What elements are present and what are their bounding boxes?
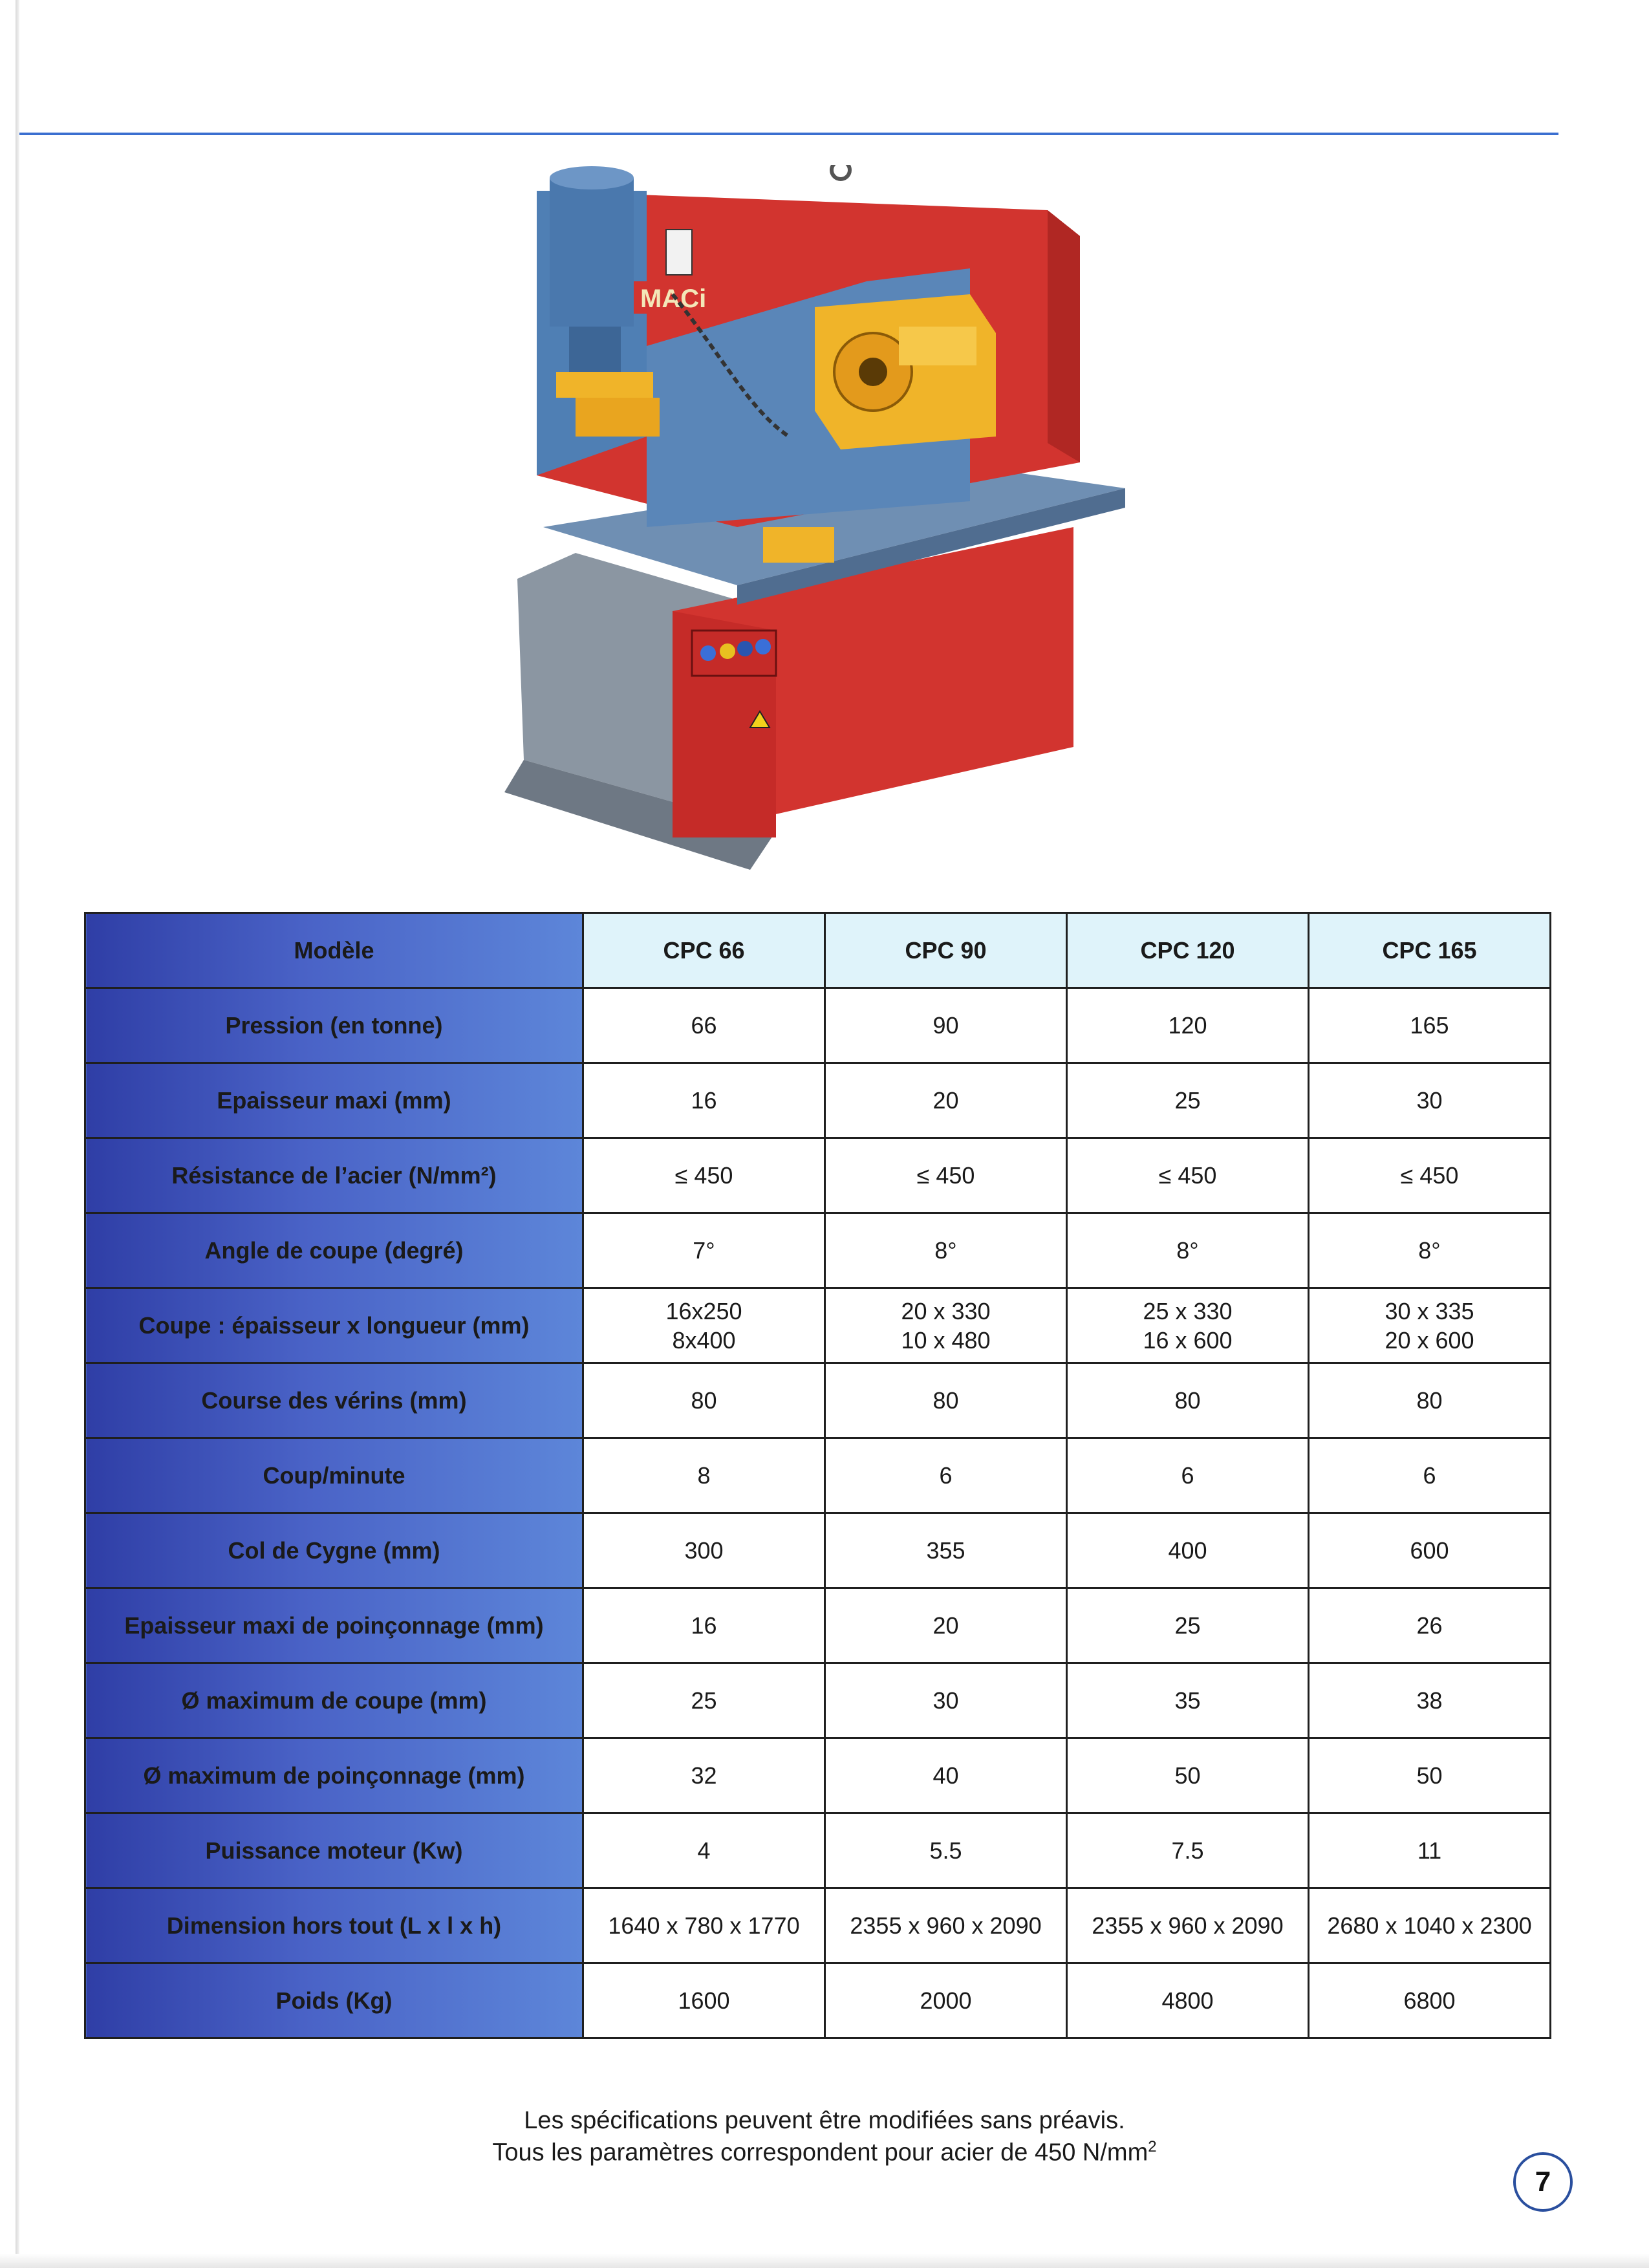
footnote-line-2-text: Tous les paramètres correspondent pour acier de 450 N/mm	[492, 2139, 1148, 2167]
footnote-line-2	[0, 2137, 1649, 2169]
spec-value: 35	[1174, 1687, 1201, 1714]
spec-value: 38	[1416, 1687, 1443, 1714]
spec-value: ≤ 450	[674, 1162, 733, 1189]
row-label: Angle de coupe (degré)	[85, 1213, 583, 1288]
model-name: CPC 90	[825, 913, 1067, 988]
spec-value: 66	[691, 1012, 717, 1039]
row-label: Coup/minute	[85, 1438, 583, 1513]
spec-value: 16 x 600	[1143, 1326, 1233, 1354]
spec-value: 2355 x 960 x 2090	[1092, 1912, 1284, 1939]
spec-value: 120	[1168, 1012, 1207, 1039]
spec-value: 90	[932, 1012, 959, 1039]
spec-value: 50	[1416, 1762, 1443, 1789]
spec-value: 4	[697, 1837, 711, 1864]
spec-cell	[1309, 1288, 1551, 1363]
spec-cell	[825, 1438, 1067, 1513]
row-label: Dimension hors tout (L x l x h)	[85, 1888, 583, 1963]
table-row	[85, 1663, 1551, 1738]
spec-cell	[825, 988, 1067, 1063]
spec-value: 25	[691, 1687, 717, 1714]
table-row	[85, 1963, 1551, 2038]
spec-cell	[583, 1888, 825, 1963]
spec-value: 10 x 480	[901, 1326, 991, 1354]
table-row	[85, 988, 1551, 1063]
spec-value: 2680 x 1040 x 2300	[1327, 1912, 1532, 1939]
spec-cell	[583, 1813, 825, 1888]
spec-value: 300	[684, 1537, 724, 1564]
table-row	[85, 1513, 1551, 1588]
model-name: CPC 165	[1309, 913, 1551, 988]
spec-value: 26	[1416, 1612, 1443, 1639]
spec-cell	[825, 1888, 1067, 1963]
spec-cell	[583, 1063, 825, 1138]
spec-value: 355	[926, 1537, 965, 1564]
spec-cell	[1067, 1963, 1309, 2038]
spec-value: 8°	[934, 1237, 957, 1264]
spec-value: 600	[1410, 1537, 1449, 1564]
spec-value: 30	[1416, 1087, 1443, 1114]
spec-cell	[825, 1588, 1067, 1663]
spec-cell	[583, 1963, 825, 2038]
specifications-table	[84, 912, 1551, 2039]
svg-text:MACi: MACi	[640, 285, 707, 313]
row-label: Coupe : épaisseur x longueur (mm)	[85, 1288, 583, 1363]
spec-cell	[1309, 988, 1551, 1063]
spec-cell	[1309, 1063, 1551, 1138]
spec-cell	[825, 1963, 1067, 2038]
spec-cell	[1067, 1663, 1309, 1738]
table-row	[85, 1288, 1551, 1363]
spec-cell	[1309, 1588, 1551, 1663]
footnote-superscript: 2	[1148, 2138, 1157, 2156]
spec-cell	[583, 1138, 825, 1213]
table-row	[85, 1438, 1551, 1513]
spec-cell	[1309, 1513, 1551, 1588]
spec-cell	[825, 1363, 1067, 1438]
table-row	[85, 1813, 1551, 1888]
spec-cell	[583, 1513, 825, 1588]
spec-value: 32	[691, 1762, 717, 1789]
spec-value: 20 x 330	[901, 1297, 991, 1324]
spec-value: 1640 x 780 x 1770	[608, 1912, 800, 1939]
page-edge-shadow	[16, 0, 19, 2268]
spec-cell	[825, 1813, 1067, 1888]
spec-value: 8°	[1176, 1237, 1199, 1264]
table-row	[85, 1138, 1551, 1213]
spec-cell	[1309, 1438, 1551, 1513]
spec-value: 8°	[1418, 1237, 1441, 1264]
spec-cell	[1067, 1738, 1309, 1813]
spec-cell	[1309, 1813, 1551, 1888]
spec-cell	[1067, 1213, 1309, 1288]
row-label: Pression (en tonne)	[85, 988, 583, 1063]
spec-cell	[825, 1063, 1067, 1138]
top-rule	[19, 133, 1558, 135]
spec-value: 80	[1416, 1387, 1443, 1414]
spec-value: 2000	[920, 1987, 972, 2014]
page-number: 7	[1513, 2152, 1573, 2212]
footnote	[0, 2105, 1649, 2169]
spec-value: 165	[1410, 1012, 1449, 1039]
spec-cell	[583, 988, 825, 1063]
spec-value: 16x250	[665, 1297, 742, 1324]
spec-value: 16	[691, 1612, 717, 1639]
spec-value: 7°	[693, 1237, 715, 1264]
table-row	[85, 1888, 1551, 1963]
spec-cell	[583, 1363, 825, 1438]
spec-cell	[1309, 1663, 1551, 1738]
ironworker-machine-icon	[479, 165, 1151, 876]
spec-cell	[1309, 1213, 1551, 1288]
spec-value: 6	[939, 1462, 953, 1489]
spec-value: 1600	[678, 1987, 730, 2014]
spec-cell	[825, 1738, 1067, 1813]
table-row	[85, 1738, 1551, 1813]
spec-cell	[583, 1588, 825, 1663]
spec-value: 8	[697, 1462, 711, 1489]
model-header-label: Modèle	[85, 913, 583, 988]
row-label: Epaisseur maxi de poinçonnage (mm)	[85, 1588, 583, 1663]
spec-value: 80	[932, 1387, 959, 1414]
spec-cell	[1067, 1513, 1309, 1588]
row-label: Epaisseur maxi (mm)	[85, 1063, 583, 1138]
spec-cell	[1067, 1438, 1309, 1513]
spec-value: 6800	[1403, 1987, 1456, 2014]
spec-cell	[1309, 1138, 1551, 1213]
spec-cell	[1309, 1363, 1551, 1438]
spec-value: ≤ 450	[916, 1162, 975, 1189]
machine-illustration	[479, 165, 1151, 876]
spec-cell	[583, 1738, 825, 1813]
spec-cell	[583, 1288, 825, 1363]
row-label: Puissance moteur (Kw)	[85, 1813, 583, 1888]
spec-value: 4800	[1161, 1987, 1214, 2014]
spec-value: 50	[1174, 1762, 1201, 1789]
row-label: Course des vérins (mm)	[85, 1363, 583, 1438]
spec-value: 5.5	[929, 1837, 962, 1864]
spec-value: 25 x 330	[1143, 1297, 1233, 1324]
spec-cell	[1067, 1138, 1309, 1213]
row-label: Ø maximum de poinçonnage (mm)	[85, 1738, 583, 1813]
spec-value: 11	[1417, 1837, 1442, 1864]
table-row	[85, 1213, 1551, 1288]
spec-value: 40	[932, 1762, 959, 1789]
spec-cell	[1309, 1963, 1551, 2038]
spec-cell	[825, 1513, 1067, 1588]
row-label: Ø maximum de coupe (mm)	[85, 1663, 583, 1738]
spec-value: 30 x 335	[1385, 1297, 1474, 1324]
table-row	[85, 1063, 1551, 1138]
spec-value: 20	[932, 1612, 959, 1639]
spec-cell	[1067, 1888, 1309, 1963]
spec-value: 25	[1174, 1612, 1201, 1639]
spec-value: 400	[1168, 1537, 1207, 1564]
spec-cell	[825, 1138, 1067, 1213]
spec-cell	[1067, 1588, 1309, 1663]
spec-cell	[1309, 1888, 1551, 1963]
spec-cell	[1067, 1063, 1309, 1138]
spec-cell	[583, 1438, 825, 1513]
spec-cell	[825, 1663, 1067, 1738]
spec-value: 2355 x 960 x 2090	[850, 1912, 1042, 1939]
spec-value: 6	[1181, 1462, 1194, 1489]
spec-value: 7.5	[1171, 1837, 1204, 1864]
table-header-row	[85, 913, 1551, 988]
table-row	[85, 1363, 1551, 1438]
spec-value: 20 x 600	[1385, 1326, 1474, 1354]
spec-value: 80	[1174, 1387, 1201, 1414]
spec-value: 20	[932, 1087, 959, 1114]
footnote-line-1: Les spécifications peuvent être modifiées sans préavis.	[524, 2107, 1125, 2134]
spec-value: 8x400	[672, 1326, 736, 1354]
spec-value: 6	[1423, 1462, 1436, 1489]
spec-cell	[583, 1663, 825, 1738]
spec-value: ≤ 450	[1400, 1162, 1459, 1189]
spec-value: 80	[691, 1387, 717, 1414]
row-label: Col de Cygne (mm)	[85, 1513, 583, 1588]
model-name: CPC 120	[1067, 913, 1309, 988]
spec-cell	[1067, 988, 1309, 1063]
spec-cell	[1067, 1363, 1309, 1438]
spec-value: 25	[1174, 1087, 1201, 1114]
row-label: Résistance de l’acier (N/mm²)	[85, 1138, 583, 1213]
row-label: Poids (Kg)	[85, 1963, 583, 2038]
model-name: CPC 66	[583, 913, 825, 988]
spec-value: 16	[691, 1087, 717, 1114]
spec-cell	[1067, 1288, 1309, 1363]
spec-cell	[825, 1213, 1067, 1288]
spec-value: 30	[932, 1687, 959, 1714]
spec-cell	[1309, 1738, 1551, 1813]
spec-value: ≤ 450	[1158, 1162, 1217, 1189]
page-bottom-edge	[0, 2254, 1649, 2268]
spec-cell	[1067, 1813, 1309, 1888]
table-row	[85, 1588, 1551, 1663]
spec-cell	[583, 1213, 825, 1288]
spec-cell	[825, 1288, 1067, 1363]
